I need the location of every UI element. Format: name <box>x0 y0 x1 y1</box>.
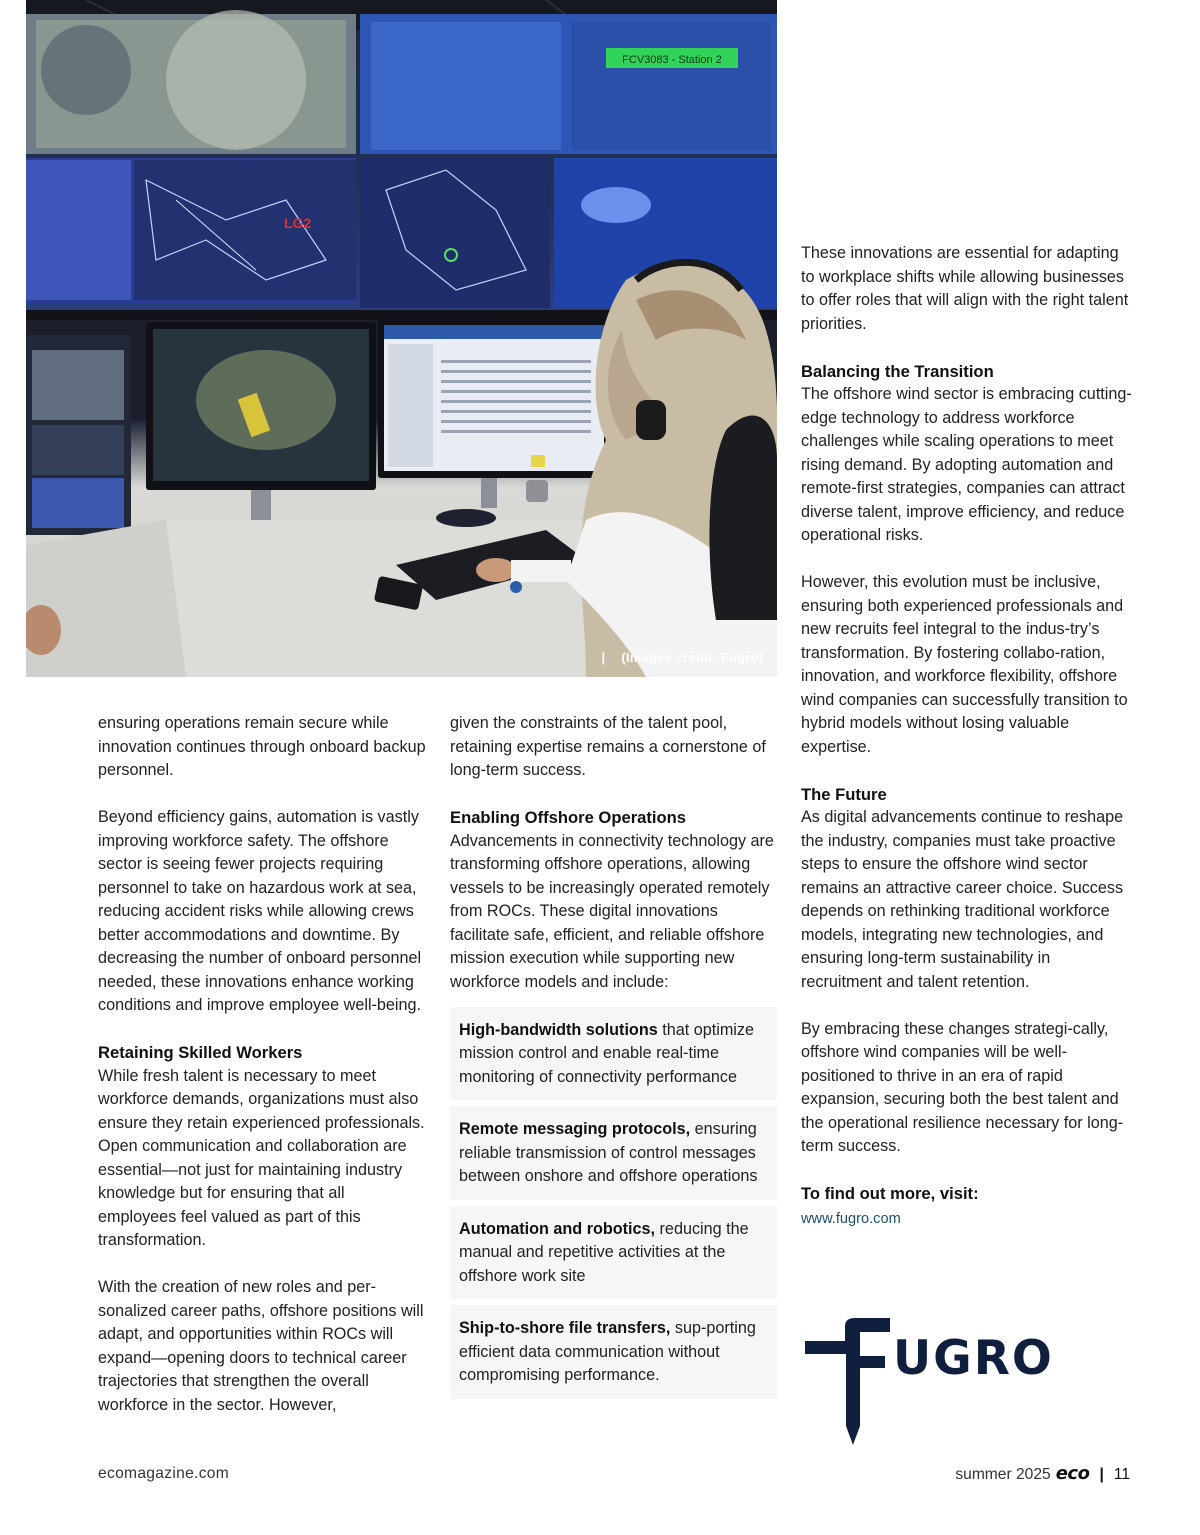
feature-item <box>450 1106 777 1200</box>
website-link[interactable]: www.fugro.com <box>801 1211 901 1227</box>
visit-heading: To find out more, visit: <box>801 1183 979 1203</box>
logo-mark <box>805 1318 890 1445</box>
section-heading: The Future <box>801 784 887 804</box>
feature-desc: ensuring reliable transmission of control messages between onshore and offshore operations <box>459 1120 758 1185</box>
column-2 <box>450 712 780 1405</box>
fugro-logo <box>805 1318 1095 1448</box>
page-number: 11 <box>1113 1466 1130 1483</box>
feature-item <box>450 1007 777 1101</box>
paragraph: Beyond efficiency gains, automation is vastly improving workforce safety. The offshore sector is seeing fewer projects requiring personnel to take on hazardous work at sea, reducing accident risks while allowing crews better accommodations and downtime. By decreasing the number of onboard personnel needed, these innovations enhance working conditions and improve employee well-being. <box>98 808 422 1014</box>
paragraph: given the constraints of the talent pool, retaining expertise remains a cornerstone of long-term success. <box>450 714 766 779</box>
paragraph: ensuring operations remain secure while innovation continues through onboard backup personnel. <box>98 714 426 779</box>
hero-photo <box>26 0 777 677</box>
screen-mark: LG2 <box>284 215 312 231</box>
feature-list <box>450 1007 780 1399</box>
feature-item <box>450 1305 777 1399</box>
section-heading: Retaining Skilled Workers <box>98 1043 303 1062</box>
section-heading: Enabling Offshore Operations <box>450 808 687 827</box>
feature-title: Automation and robotics, <box>459 1219 656 1238</box>
paragraph: Advancements in connectivity technology are transforming offshore operations, allowing vessels to be increasingly operated remotely from ROCs. These digital innovations facilitate safe, efficient, and reliable offshore mission execution while supporting new workforce models and include: <box>450 831 774 991</box>
feature-title: High-bandwidth solutions <box>459 1020 658 1039</box>
paragraph: With the creation of new roles and per-sonalized career paths, offshore positions will adapt, and opportunities within ROCs will expand—opening doors to technical career trajectories that strengthen the overall workforce in the sector. However, <box>98 1278 424 1414</box>
footer-issue <box>955 1463 1130 1484</box>
paragraph: The offshore wind sector is embracing cutting-edge technology to address workforce challenges while scaling operations to meet rising demand. By adopting automation and remote-first strategies, companies can attract diverse talent, improve efficiency, and reduce operational risks. <box>801 385 1132 544</box>
section-heading: Balancing the Transition <box>801 361 994 381</box>
feature-desc: reducing the manual and repetitive activities at the offshore work site <box>459 1219 749 1285</box>
column-1 <box>98 712 426 1441</box>
caption-text: (Images credit: Fugro) <box>621 650 763 665</box>
paragraph: As digital advancements continue to reshape the industry, companies must take proactive steps to ensure the offshore wind sector remains an attractive career choice. Success depends on rethinking traditional workforce models, integrating new technologies, and ensuring long-term sustainability in recruitment and talent retention. <box>801 808 1124 991</box>
paragraph: These innovations are essential for adapting to workplace shifts while allowing businesses to offer roles that will align with the right talent priorities. <box>801 244 1129 333</box>
paragraph: However, this evolution must be inclusive, ensuring both experienced professionals and new recruits feel integral to the indus-try’s transformation. By fostering collabo-ration, innovation, and workforce flexibility, offshore wind companies can successfully transition to hybrid models without losing valuable expertise. <box>801 573 1128 756</box>
control-room-illustration <box>26 0 777 677</box>
column-3 <box>801 242 1133 1229</box>
feature-title: Remote messaging protocols, <box>459 1120 691 1138</box>
issue-label: summer 2025 <box>955 1466 1051 1483</box>
footer-separator: | <box>1099 1466 1104 1483</box>
paragraph: By embracing these changes strategi-cally, offshore wind companies will be well-positioned to thrive in an era of rapid expansion, securing both the best talent and the operational resilience necessary for long-term success. <box>801 1019 1124 1155</box>
image-caption <box>602 650 763 665</box>
caption-bar: | <box>601 650 606 665</box>
magazine-brand: eco <box>1055 1463 1090 1484</box>
feature-desc: sup-porting efficient data communication without compromising performance. <box>459 1319 756 1384</box>
footer-site: ecomagazine.com <box>98 1465 230 1482</box>
logo-wordmark: UGRO <box>893 1331 1054 1386</box>
feature-item <box>450 1206 777 1300</box>
feature-desc: that optimize mission control and enable real-time monitoring of connectivity performance <box>459 1020 754 1086</box>
feature-title: Ship-to-shore file transfers, <box>459 1319 671 1337</box>
screen-tag: FCV3083 - Station 2 <box>622 54 722 66</box>
paragraph: While fresh talent is necessary to meet workforce demands, organizations must also ensure they retain experienced professionals. Open communication and collaboration are essential—not just for maintaining industry knowledge but for ensuring that all employees feel valued as part of this transformation. <box>98 1066 425 1249</box>
